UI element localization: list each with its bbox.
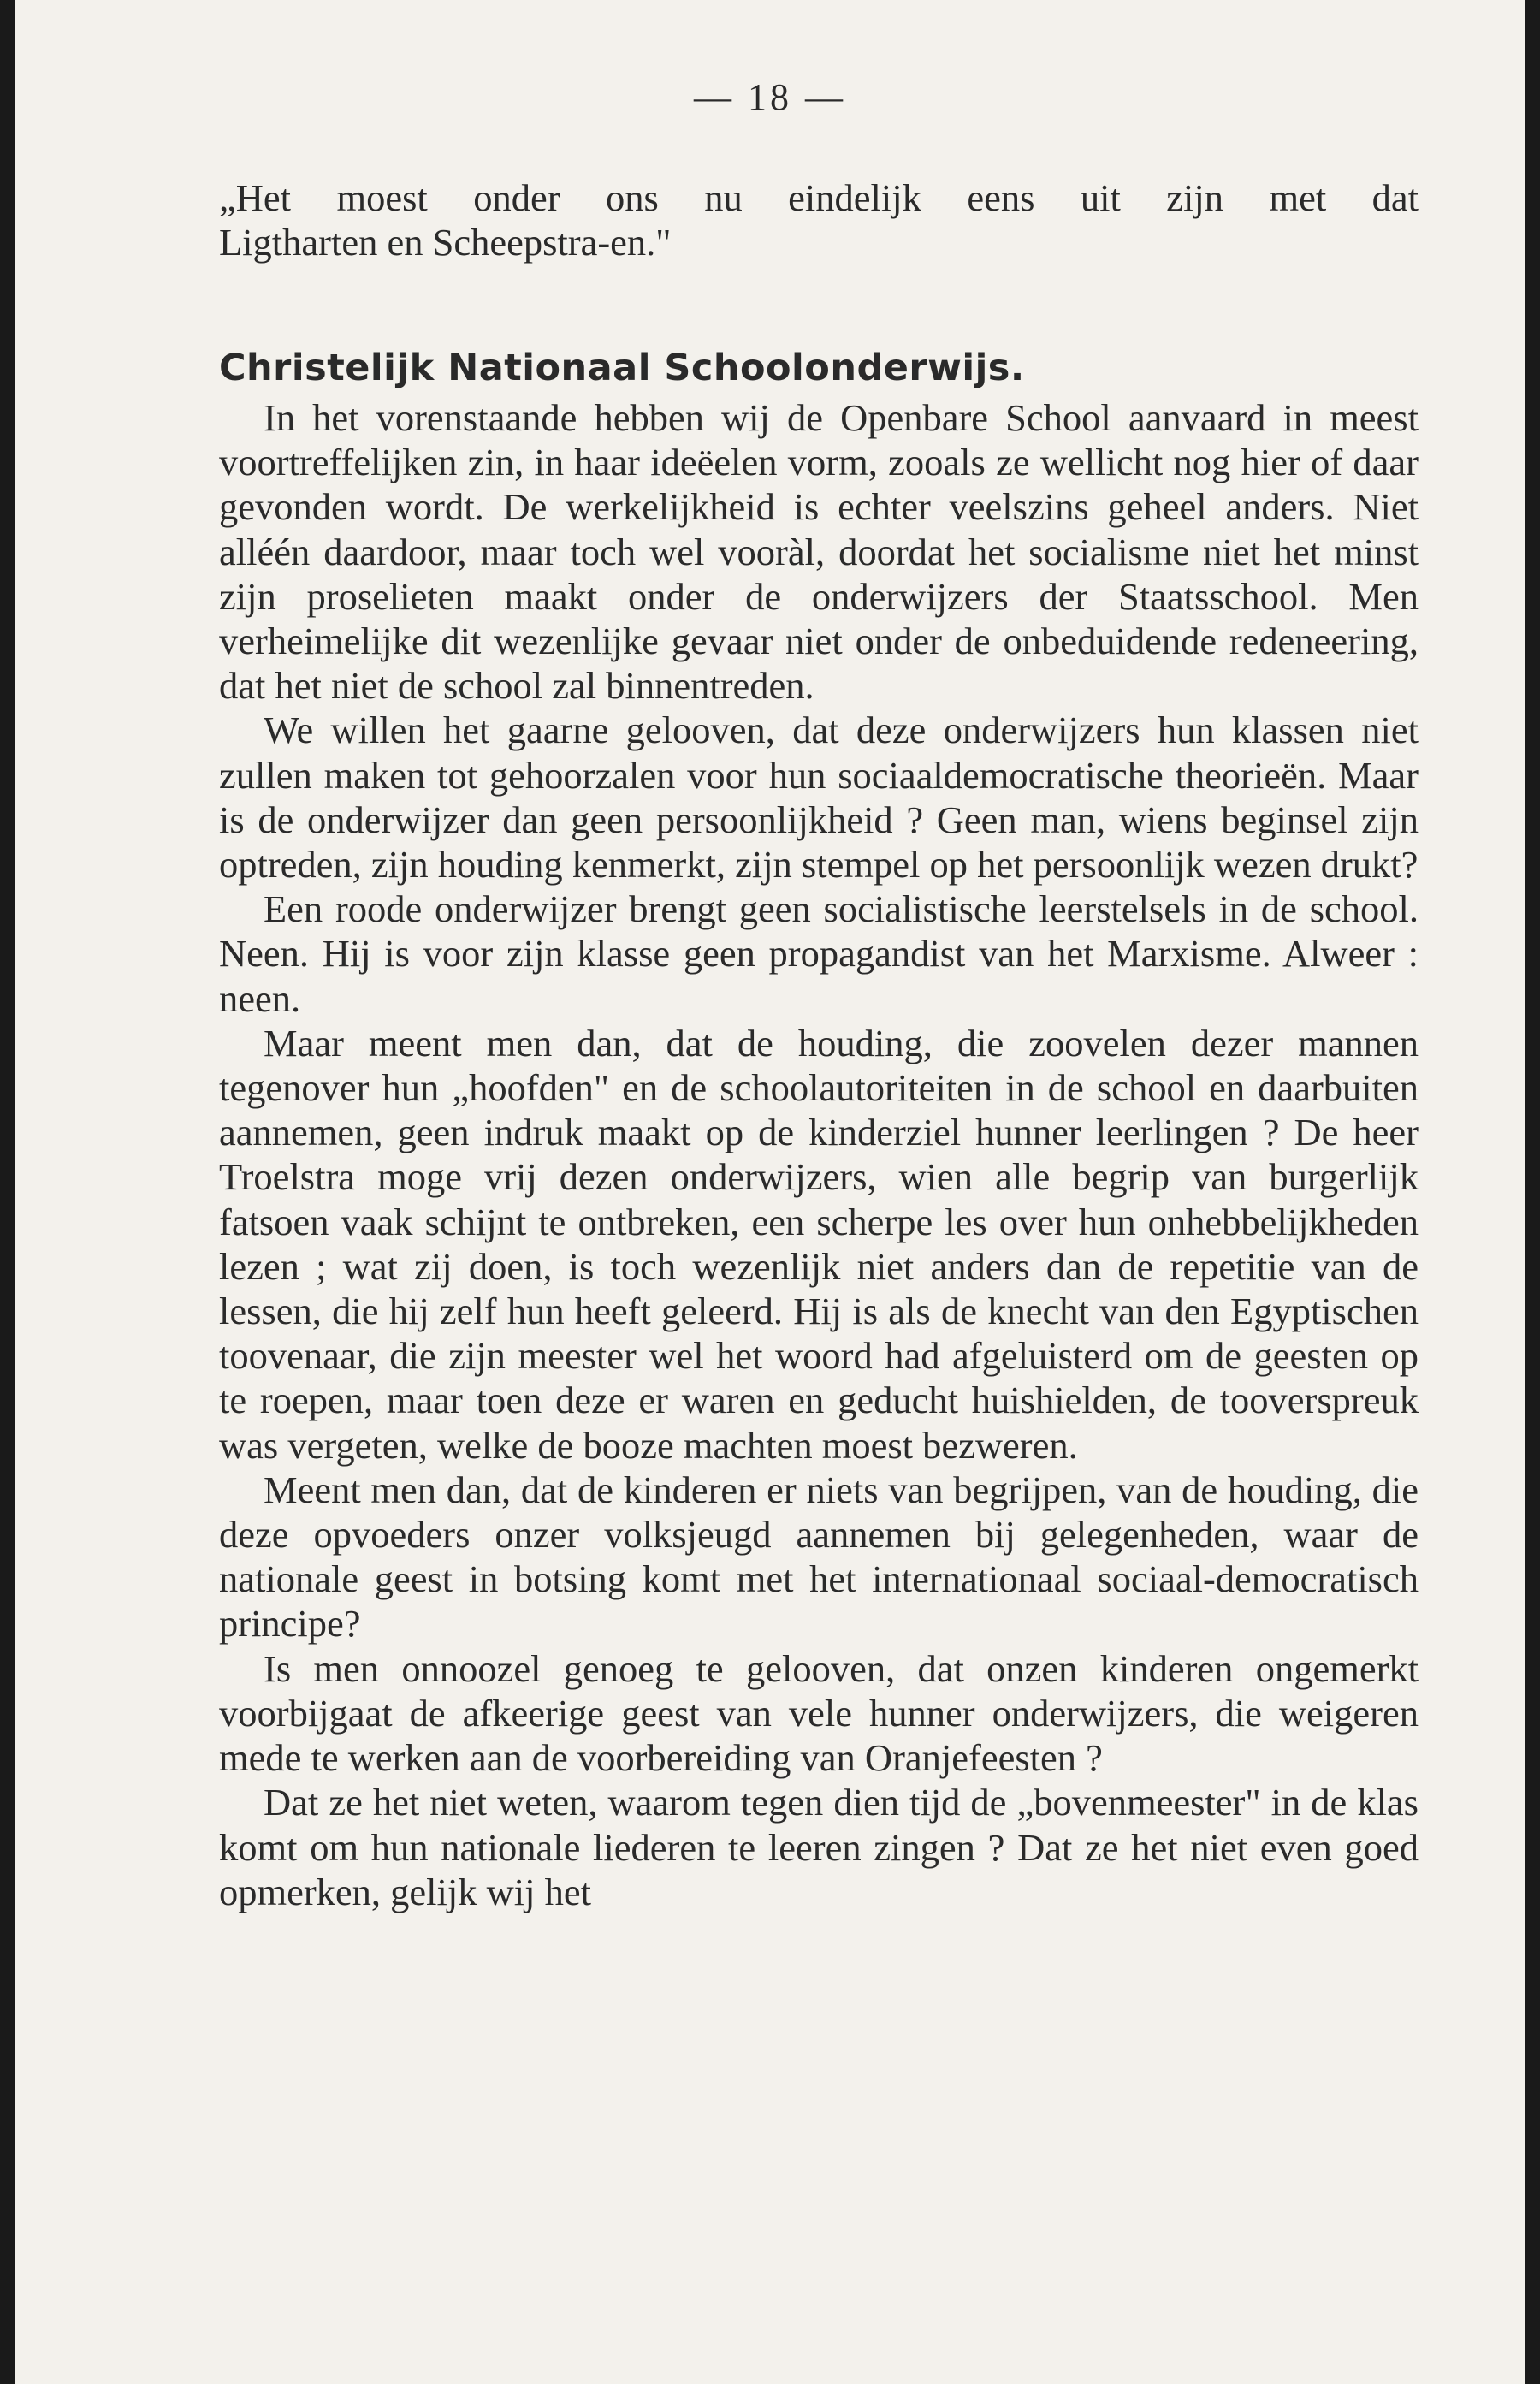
book-page (15, 0, 1525, 2384)
intro-quote (219, 175, 1419, 264)
section-heading: Christelijk Nationaal Schoolonderwijs. (219, 347, 1025, 389)
paragraph: Een roode onderwijzer brengt geen socialistische leerstelsels in de school. Neen. Hij is voor zijn klasse geen propagandist van het Marxisme. Alweer : neen. (219, 887, 1419, 1020)
paragraph: Is men onnoozel genoeg te gelooven, dat onzen kinderen ongemerkt voorbijgaat de afkeerige geest van vele hunner onderwijzers, die weigeren mede te werken aan de voorbereiding van Oranjefeesten ? (219, 1646, 1419, 1780)
intro-line: „Het moest onder ons nu eindelijk eens uit zijn met dat (219, 176, 1419, 219)
intro-line: Ligtharten en Scheepstra-en." (219, 221, 672, 264)
section (219, 341, 1419, 1914)
paragraph: Dat ze het niet weten, waarom tegen dien tijd de „bovenmeester" in de klas komt om hun nationale liederen te leeren zingen ? Dat ze het niet even goed opmerken, gelijk wij het (219, 1781, 1419, 1913)
page-number: — 18 — (694, 76, 846, 118)
paragraph: Meent men dan, dat de kinderen er niets van begrijpen, van de houding, die deze opvoeders onzer volksjeugd aannemen bij gelegenheden, waar de nationale geest in botsing komt met het internationaal sociaal-democratisch principe? (219, 1468, 1419, 1646)
paragraph: Maar meent men dan, dat de houding, die zoovelen dezer mannen tegenover hun „hoofden" en de schoolautoriteiten in de school en daarbuiten aannemen, geen indruk maakt op de kinderziel hunner leerlingen ? De heer Troelstra moge vrij dezen onderwijzers, wien alle begrip van burgerlijk fatsoen vaak schijnt te ontbreken, een scherpe les over hun onhebbelijkheden lezen ; wat zij doen, is toch wezenlijk niet anders dan de repetitie van de lessen, die hij zelf hun heeft geleerd. Hij is als de knecht van den Egyptischen toovenaar, die zijn meester wel het woord had afgeluisterd om de geesten op te roepen, maar toen deze er waren en geducht huishielden, de tooverspreuk was vergeten, welke de booze machten moest bezweren. (219, 1021, 1419, 1467)
paragraph: In het vorenstaande hebben wij de Openbare School aanvaard in meest voortreffelijken zin, in haar ideëelen vorm, zooals ze wellicht nog hier of daar gevonden wordt. De werkelijkheid is echter veelszins geheel anders. Niet alléén daardoor, maar toch wel vooràl, doordat het socialisme niet het minst zijn proselieten maakt onder de onderwijzers der Staatsschool. Men verheimelijke dit wezenlijke gevaar niet onder de onbeduidende redeneering, dat het niet de school zal binnentreden. (219, 396, 1419, 708)
paragraph: We willen het gaarne gelooven, dat deze onderwijzers hun klassen niet zullen maken tot gehoorzalen voor hun sociaaldemocratische theorieën. Maar is de onderwijzer dan geen persoonlijkheid ? Geen man, wiens beginsel zijn optreden, zijn houding kenmerkt, zijn stempel op het persoonlijk wezen drukt? (219, 709, 1419, 887)
